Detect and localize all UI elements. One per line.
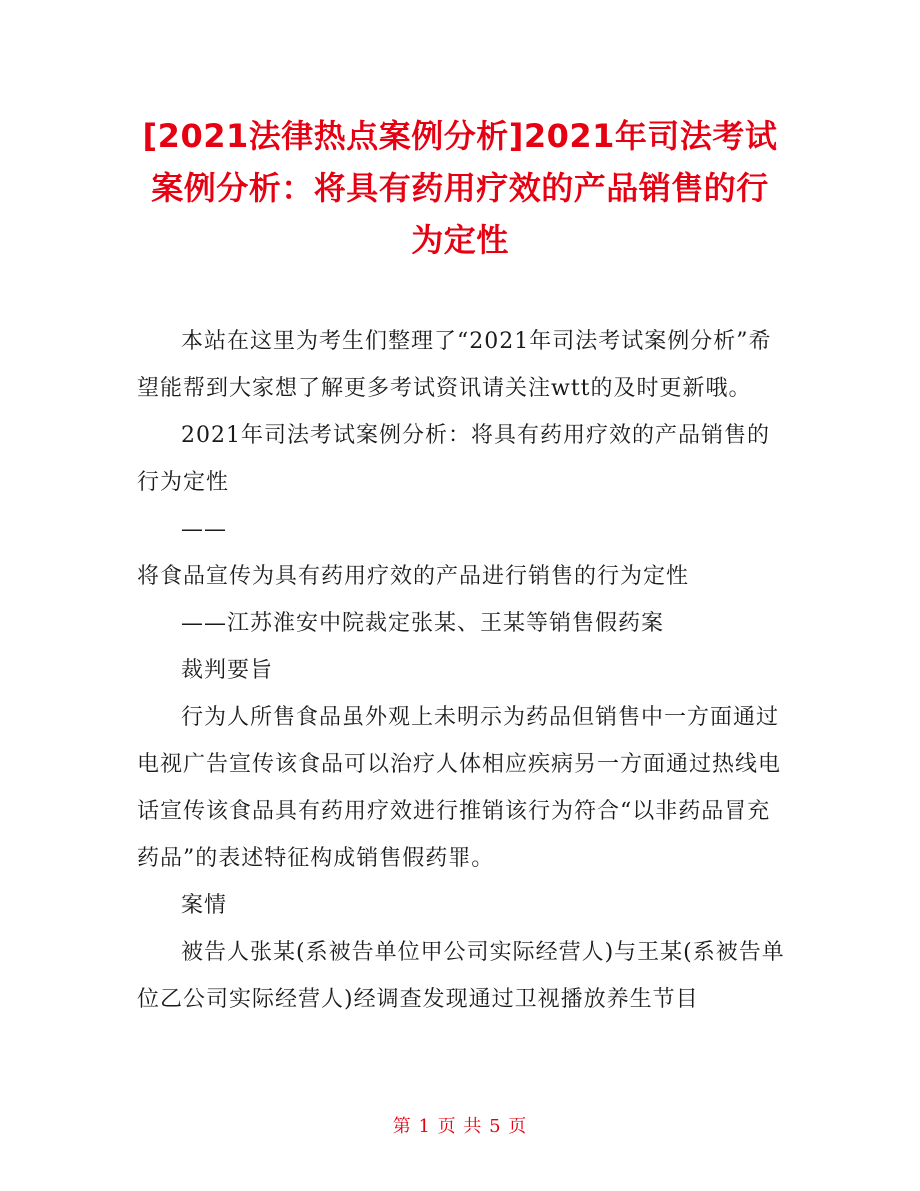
- document-body: [137, 318, 785, 1023]
- paragraph-heading: 将食品宣传为具有药用疗效的产品进行销售的行为定性: [137, 564, 690, 589]
- paragraph-case: 被告人张某(系被告单位甲公司实际经营人)与王某(系被告单位乙公司实际经营人)经调查发现通过卫视播放养生节目: [137, 940, 785, 1012]
- document-title: [2021法律热点案例分析]2021年司法考试案例分析：将具有药用疗效的产品销售的行为定性: [142, 117, 778, 259]
- section-heading-ruling: 裁判要旨: [181, 658, 274, 683]
- paragraph-dash: ——: [181, 517, 227, 542]
- paragraph-case-name: ——江苏淮安中院裁定张某、王某等销售假药案: [181, 611, 665, 636]
- page-number-footer: 第 1 页 共 5 页: [392, 1116, 528, 1137]
- section-heading-case: 案情: [181, 893, 228, 918]
- paragraph-intro: 本站在这里为考生们整理了“2021年司法考试案例分析”希望能帮到大家想了解更多考试资讯请关注wtt的及时更新哦。: [137, 329, 772, 401]
- paragraph-subtitle: 2021年司法考试案例分析：将具有药用疗效的产品销售的行为定性: [137, 423, 770, 495]
- paragraph-ruling: 行为人所售食品虽外观上未明示为药品但销售中一方面通过电视广告宣传该食品可以治疗人体相应疾病另一方面通过热线电话宣传该食品具有药用疗效进行推销该行为符合“以非药品冒充药品”的表述特征构成销售假药罪。: [137, 705, 782, 871]
